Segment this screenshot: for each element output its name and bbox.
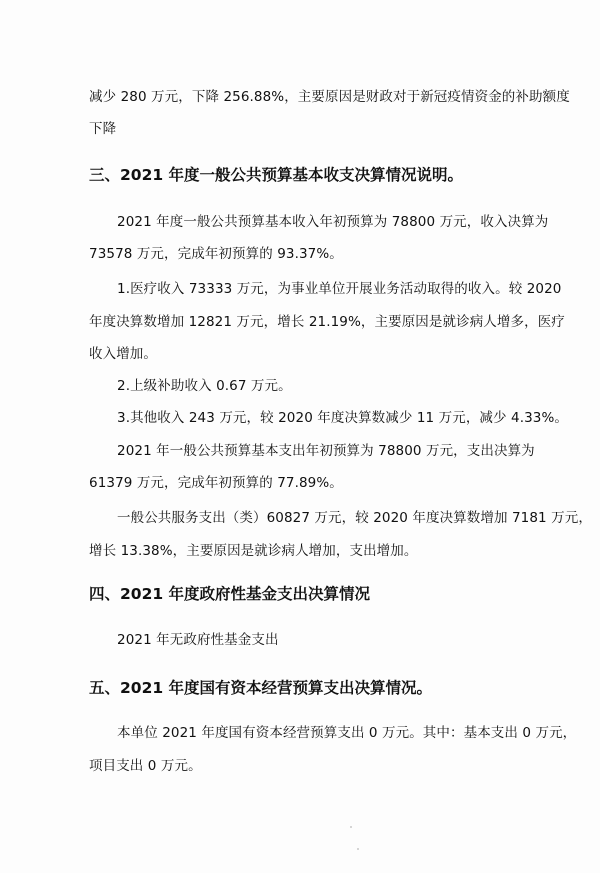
- paragraph-line: 减少 280 万元，下降 256.88%，主要原因是财政对于新冠疫情资金的补助额度: [89, 89, 570, 105]
- paragraph-line: 2021 年一般公共预算基本支出年初预算为 78800 万元，支出决算为: [117, 443, 535, 459]
- paragraph-line: 增长 13.38%，主要原因是就诊病人增加，支出增加。: [89, 543, 418, 559]
- paragraph-line: 下降: [89, 121, 117, 137]
- section-heading-3: 三、2021 年度一般公共预算基本收支决算情况说明。: [89, 166, 464, 184]
- scan-speck: [350, 826, 352, 828]
- scan-speck: [357, 848, 359, 850]
- paragraph-line: 一般公共服务支出（类）60827 万元，较 2020 年度决算数增加 7181 万元，: [117, 510, 592, 526]
- paragraph-line: 本单位 2021 年度国有资本经营预算支出 0 万元。其中：基本支出 0 万元，: [117, 725, 577, 741]
- paragraph-line: 2021 年无政府性基金支出: [117, 632, 279, 648]
- section-heading-4: 四、2021 年度政府性基金支出决算情况: [89, 585, 371, 603]
- paragraph-line: 61379 万元，完成年初预算的 77.89%。: [89, 475, 343, 491]
- paragraph-line: 收入增加。: [89, 346, 157, 362]
- paragraph-line: 项目支出 0 万元。: [89, 758, 202, 774]
- section-heading-5: 五、2021 年度国有资本经营预算支出决算情况。: [89, 679, 433, 697]
- paragraph-line: 年度决算数增加 12821 万元，增长 21.19%，主要原因是就诊病人增多，医疗: [89, 314, 565, 330]
- paragraph-line: 73578 万元，完成年初预算的 93.37%。: [89, 246, 343, 262]
- paragraph-line: 2021 年度一般公共预算基本收入年初预算为 78800 万元，收入决算为: [117, 214, 549, 230]
- paragraph-line: 1.医疗收入 73333 万元，为事业单位开展业务活动取得的收入。较 2020: [117, 281, 562, 297]
- paragraph-line: 2.上级补助收入 0.67 万元。: [117, 378, 292, 394]
- paragraph-line: 3.其他收入 243 万元，较 2020 年度决算数减少 11 万元，减少 4.33%。: [117, 410, 569, 426]
